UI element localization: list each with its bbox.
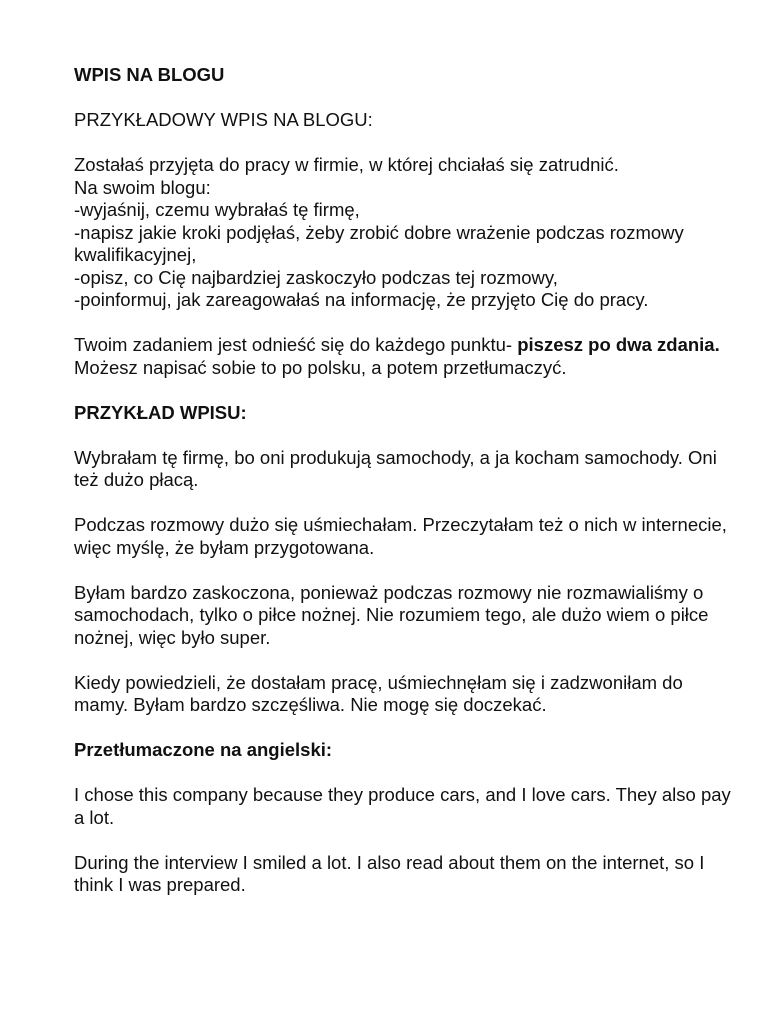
assignment-text: Twoim zadaniem jest odnieść się do każdego punktu- bbox=[74, 334, 518, 355]
translation-heading: Przetłumaczone na angielski: bbox=[74, 739, 333, 760]
document-page bbox=[74, 64, 734, 919]
example-paragraph: Wybrałam tę firmę, bo oni produkują samochody, a ja kocham samochody. Oni też dużo płacą. bbox=[74, 446, 717, 490]
assignment-bold-text: piszesz po dwa zdania. bbox=[517, 334, 720, 355]
task-on-blog: Na swoim blogu: bbox=[74, 176, 211, 198]
task-bullet: -wyjaśnij, czemu wybrałaś tę firmę, bbox=[74, 199, 360, 220]
assignment-text-end: Możesz napisać sobie to po polsku, a potem przetłumaczyć. bbox=[74, 356, 567, 378]
assignment-paragraph bbox=[74, 334, 734, 379]
example-heading: PRZYKŁAD WPISU: bbox=[74, 401, 247, 423]
task-description bbox=[74, 154, 734, 312]
document-heading: WPIS NA BLOGU bbox=[74, 64, 225, 85]
example-paragraph: Podczas rozmowy dużo się uśmiechałam. Przeczytałam też o nich w internecie, więc myślę, że byłam przygotowana. bbox=[74, 514, 727, 558]
example-paragraph: Kiedy powiedzieli, że dostałam pracę, uśmiechnęłam się i zadzwoniłam do mamy. Byłam bardzo szczęśliwa. Nie mogę się doczekać. bbox=[74, 671, 683, 715]
task-bullet: -opisz, co Cię najbardziej zaskoczyło podczas tej rozmowy, bbox=[74, 266, 558, 288]
translation-paragraph: I chose this company because they produce cars, and I love cars. They also pay a lot. bbox=[74, 784, 731, 828]
task-intro: Zostałaś przyjęta do pracy w firmie, w której chciałaś się zatrudnić. bbox=[74, 154, 619, 175]
translation-paragraph: During the interview I smiled a lot. I also read about them on the internet, so I think I was prepared. bbox=[74, 851, 705, 895]
task-bullet: -napisz jakie kroki podjęłaś, żeby zrobić dobre wrażenie podczas rozmowy kwalifikacyjnej, bbox=[74, 221, 684, 265]
document-subheading: PRZYKŁADOWY WPIS NA BLOGU: bbox=[74, 109, 373, 130]
task-bullet: -poinformuj, jak zareagowałaś na informację, że przyjęto Cię do pracy. bbox=[74, 289, 649, 310]
example-paragraph: Byłam bardzo zaskoczona, ponieważ podczas rozmowy nie rozmawialiśmy o samochodach, tylko o piłce nożnej. Nie rozumiem tego, ale dużo wiem o piłce nożnej, więc było super. bbox=[74, 581, 709, 648]
